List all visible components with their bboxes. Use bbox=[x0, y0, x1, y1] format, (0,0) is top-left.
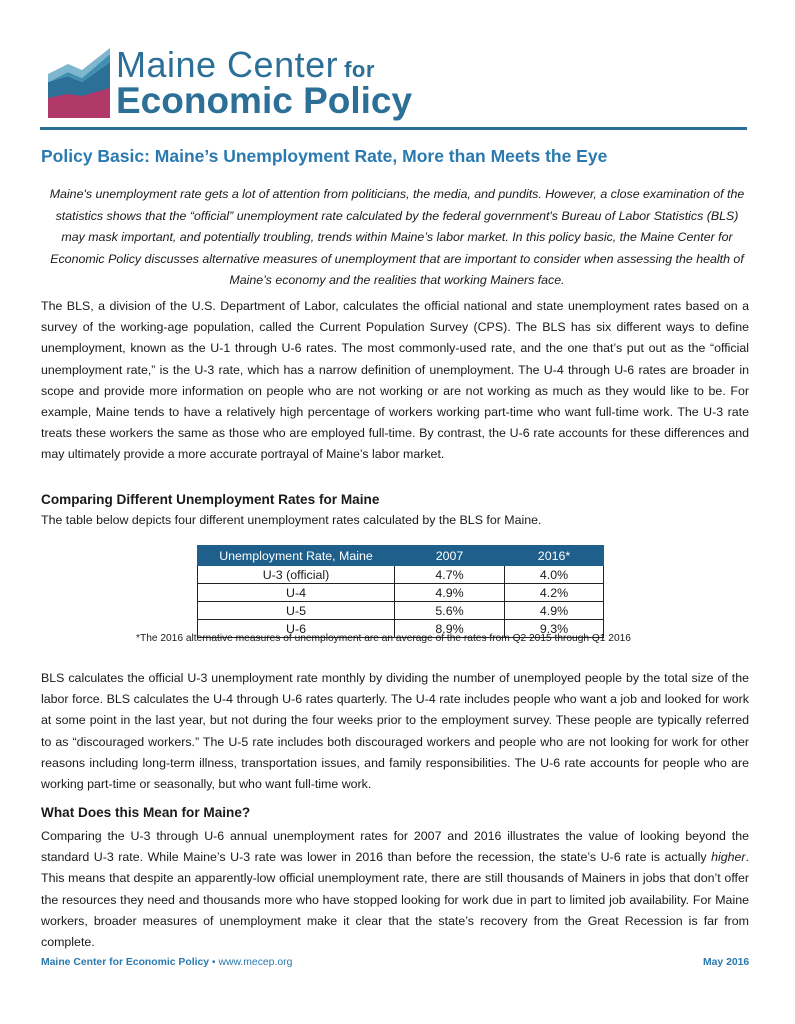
table-cell: 9.3% bbox=[505, 620, 604, 638]
table-cell: 4.7% bbox=[395, 566, 505, 584]
logo-text-line1: Maine Center for bbox=[116, 44, 375, 85]
body-paragraph-3: Comparing the U-3 through U-6 annual unemployment rates for 2007 and 2016 illustrates the value of looking beyond the standard U-3 rate. While Maine’s U-3 rate was lower in 2016 than before the recession, the state’s U-6 rate is actually higher. This means that despite an apparently-low official unemployment rate, there are still thousands of Mainers in jobs that don’t offer the resources they need and thousands more who have stopped looking for work due in part to limited job availability. For Maine workers, broader measures of unemployment make it clear that the state’s recovery from the Great Recession is far from complete. bbox=[41, 829, 749, 950]
emphasis-higher: higher bbox=[711, 850, 746, 865]
footer-date: May 2016 bbox=[703, 957, 750, 968]
page-title: Policy Basic: Maine’s Unemployment Rate, More than Meets the Eye bbox=[41, 146, 608, 166]
logo-text-line2: Economic Policy bbox=[116, 80, 413, 121]
unemployment-rates-table bbox=[197, 545, 604, 638]
table-cell: U-3 (official) bbox=[198, 566, 395, 584]
table-header-cell: 2007 bbox=[395, 546, 505, 566]
table-cell: 4.0% bbox=[505, 566, 604, 584]
body-paragraph-2: BLS calculates the official U-3 unemployment rate monthly by dividing the number of unemployed people by the total size of the labor force. BLS calculates the U-4 through U-6 rates quarterly. The U-4 rate includes people who want a job and looked for work at some point in the last year, but not during the four weeks prior to the employment survey. These people are typically referred to as “discouraged workers.” The U-5 rate includes both discouraged workers and people who are not looking for work for other reasons including long-term illness, transportation issues, and family responsibilities. The U-6 rate accounts for people who are working part-time or seasonally, but who want full-time work. bbox=[41, 671, 749, 792]
table-header-cell: 2016* bbox=[505, 546, 604, 566]
table-header-cell: Unemployment Rate, Maine bbox=[198, 546, 395, 566]
mecep-logo bbox=[48, 44, 413, 124]
table-footnote: *The 2016 alternative measures of unemployment are an average of the rates from Q2 2015 through Q1 2016 bbox=[136, 633, 631, 644]
table-header-row bbox=[198, 546, 604, 566]
section-subtext-table-intro: The table below depicts four different unemployment rates calculated by the BLS for Maine. bbox=[41, 513, 542, 527]
table-cell: 4.2% bbox=[505, 584, 604, 602]
table-cell: U-4 bbox=[198, 584, 395, 602]
table-cell: U-6 bbox=[198, 620, 395, 638]
footer-url-link[interactable]: www.mecep.org bbox=[218, 957, 293, 968]
intro-paragraph: Maine's unemployment rate gets a lot of attention from politicians, the media, and pundits. However, a close examination of the statistics shows that the “official” unemployment rate calculated by the federal government's Bureau of Labor Statistics (BLS) may mask important, and potentially troubling, trends within Maine’s labor market. In this policy basic, the Maine Center for Economic Policy discusses alternative measures of unemployment that are important to consider when assessing the health of Maine’s economy and the realities that working Mainers face. bbox=[49, 187, 745, 288]
footer-separator: • bbox=[211, 957, 216, 968]
table-cell: 4.9% bbox=[505, 602, 604, 620]
table-row bbox=[198, 566, 604, 584]
table-cell: U-5 bbox=[198, 602, 395, 620]
logo-text-for: for bbox=[344, 57, 375, 82]
section-heading-comparing: Comparing Different Unemployment Rates for Maine bbox=[41, 492, 380, 507]
table-cell: 8.9% bbox=[395, 620, 505, 638]
footer-left bbox=[41, 957, 292, 968]
section-heading-what-does-this-mean: What Does this Mean for Maine? bbox=[41, 805, 251, 820]
table-cell: 4.9% bbox=[395, 584, 505, 602]
table-cell: 5.6% bbox=[395, 602, 505, 620]
table-row bbox=[198, 602, 604, 620]
body-paragraph-1: The BLS, a division of the U.S. Department of Labor, calculates the official national and state unemployment rates based on a survey of the working-age population, called the Current Population Survey (CPS). The BLS has six different ways to define unemployment, known as the U-1 through U-6 rates. The most commonly-used rate, and the one that’s put out as the “official unemployment rate,” is the U-3 rate, which has a narrow definition of unemployment. The U-4 through U-6 rates are broader in scope and provide more information on people who are not working or are not working as much as they would like to be. For example, Maine tends to have a relatively high percentage of workers working part-time who want full-time work. The U-3 rate treats these workers the same as those who are employed full-time. By contrast, the U-6 rate accounts for these differences and may ultimately provide a more accurate portrayal of Maine’s labor market. bbox=[41, 299, 749, 462]
rising-chart-logo-icon bbox=[48, 48, 110, 118]
table-row bbox=[198, 584, 604, 602]
footer-org: Maine Center for Economic Policy bbox=[41, 957, 210, 968]
header-divider bbox=[40, 127, 747, 130]
